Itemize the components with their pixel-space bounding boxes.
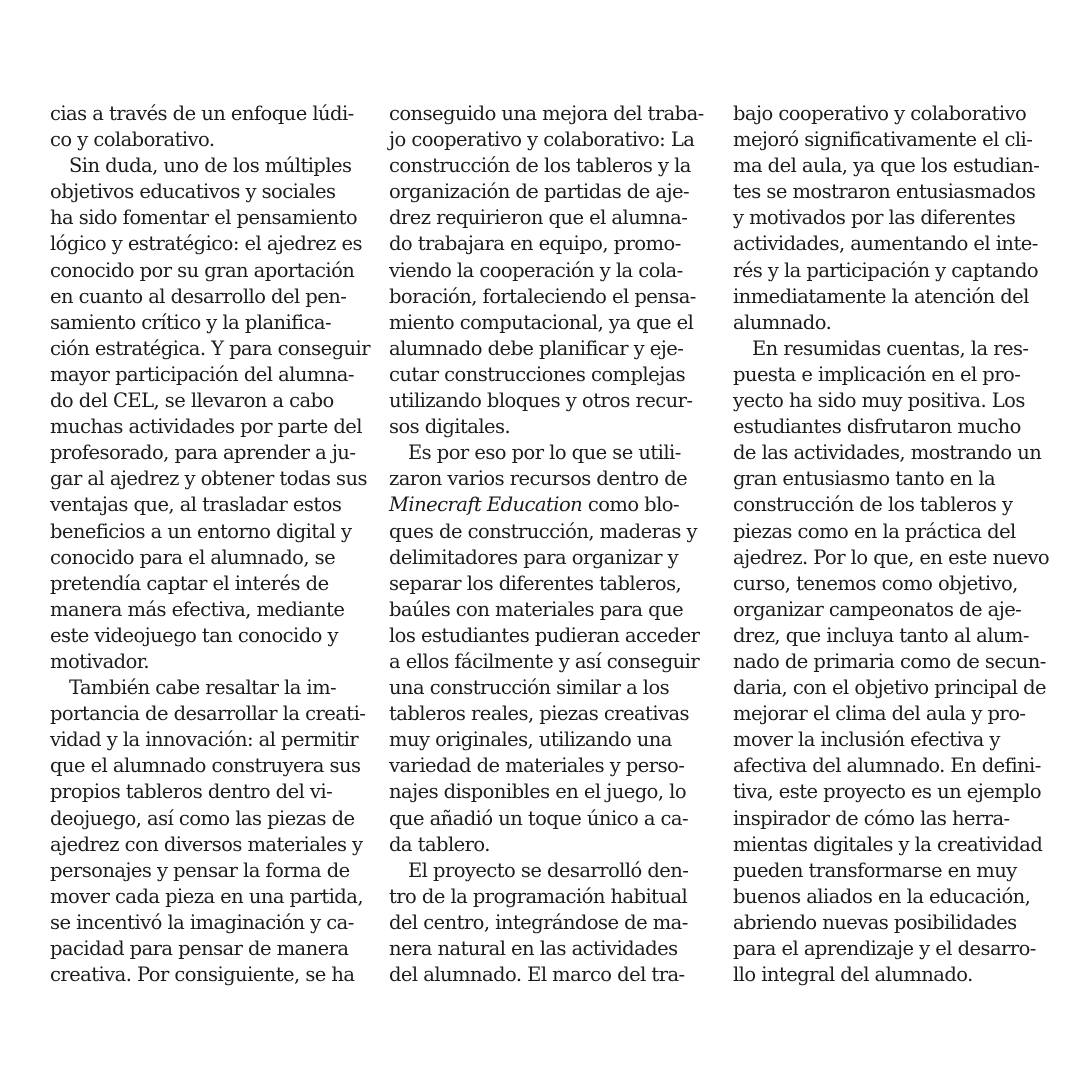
text-line: do trabajara en equipo, promo- (389, 232, 681, 256)
text-line: ma del aula, ya que los estudian- (733, 154, 1040, 178)
text-line: conseguido una mejora del traba- (389, 102, 704, 125)
text-line: mover la inclusión efectiva y (733, 728, 1000, 752)
text-line: variedad de materiales y perso- (389, 754, 685, 778)
text-line: organizar campeonatos de aje- (733, 597, 1022, 621)
text-line: drez requirieron que el alumna- (389, 206, 688, 230)
text-line: jo cooperativo y colaborativo: La (389, 128, 695, 152)
text-line: bajo cooperativo y colaborativo (733, 102, 1027, 125)
text-line: conocido por su gran aportación (50, 258, 355, 282)
text-line: y motivados por las diferentes (733, 206, 1016, 230)
text-line: ción estratégica. Y para conseguir (50, 336, 371, 360)
text-line: boración, fortaleciendo el pensa- (389, 284, 696, 308)
text-line: ajedrez. Por lo que, en este nuevo (733, 545, 1050, 569)
text-line: a ellos fácilmente y así conseguir (389, 649, 700, 673)
text-line: Sin duda, uno de los múltiples (69, 154, 352, 178)
text-line: abriendo nuevas posibilidades (733, 910, 1017, 934)
text-line: de las actividades, mostrando un (733, 441, 1042, 465)
text-line: objetivos educativos y sociales (50, 180, 336, 204)
text-line: beneficios a un entorno digital y (50, 519, 352, 543)
text-run: como blo- (582, 493, 680, 517)
text-line: samiento crítico y la planifica- (50, 310, 332, 334)
text-line: mientas digitales y la creatividad (733, 832, 1043, 856)
text-line: afectiva del alumnado. En defini- (733, 754, 1041, 778)
text-line: alumnado debe planificar y eje- (389, 336, 684, 360)
text-line: pretendía captar el interés de (50, 571, 329, 595)
text-line: portancia de desarrollar la creati- (50, 702, 366, 726)
text-line: gar al ajedrez y obtener todas sus (50, 467, 367, 491)
text-line: tro de la programación habitual (389, 884, 688, 908)
text-line: tableros reales, piezas creativas (389, 702, 690, 726)
text-line: cias a través de un enfoque lúdi- (50, 102, 354, 125)
text-line: delimitadores para organizar y (389, 545, 679, 569)
text-line: mejoró significativamente el cli- (733, 128, 1033, 152)
text-line: construcción de los tableros y (733, 493, 1013, 517)
italic-title: Minecraft Education (389, 493, 583, 517)
text-line: estudiantes disfrutaron mucho (733, 415, 1021, 439)
text-line: cutar construcciones complejas (389, 362, 686, 386)
text-line (389, 492, 704, 518)
text-line: puesta e implicación en el pro- (733, 362, 1021, 386)
text-line: para el aprendizaje y el desarro- (733, 937, 1036, 960)
article-column-1 (50, 101, 370, 988)
text-line: ques de construcción, maderas y (389, 519, 697, 543)
text-line: del alumnado. El marco del tra- (389, 963, 685, 987)
text-line: baúles con materiales para que (389, 597, 684, 621)
text-line: organización de partidas de aje- (389, 180, 689, 204)
text-line: nado de primaria como de secun- (733, 649, 1046, 673)
text-line: los estudiantes pudieran acceder (389, 623, 700, 647)
text-line: Es por eso por lo que se utili- (408, 441, 681, 465)
text-line: alumnado. (733, 310, 832, 334)
text-line: separar los diferentes tableros, (389, 571, 682, 595)
text-line: buenos aliados en la educación, (733, 884, 1031, 908)
text-line: do del CEL, se llevaron a cabo (50, 389, 334, 413)
text-line: se incentivó la imaginación y ca- (50, 910, 354, 934)
text-line: pacidad para pensar de manera (50, 937, 349, 960)
text-line: En resumidas cuentas, la res- (752, 336, 1029, 360)
text-line: motivador. (50, 649, 150, 673)
text-line: muchas actividades por parte del (50, 415, 362, 439)
text-line: da tablero. (389, 832, 490, 856)
text-line: El proyecto se desarrolló den- (408, 858, 689, 882)
text-line: mover cada pieza en una partida, (50, 884, 363, 908)
text-line: inmediatamente la atención del (733, 284, 1029, 308)
text-line: pueden transformarse en muy (733, 858, 1017, 882)
text-line: profesorado, para aprender a ju- (50, 441, 356, 465)
text-line: que añadió un toque único a ca- (389, 806, 689, 830)
text-line: tes se mostraron entusiasmados (733, 180, 1036, 204)
text-line: piezas como en la práctica del (733, 519, 1016, 543)
text-line: mayor participación del alumna- (50, 362, 354, 386)
text-line: najes disponibles en el juego, lo (389, 780, 687, 804)
text-line: muy originales, utilizando una (389, 728, 672, 752)
text-line: propios tableros dentro del vi- (50, 780, 333, 804)
text-line: ha sido fomentar el pensamiento (50, 206, 358, 230)
text-line: manera más efectiva, mediante (50, 597, 345, 621)
text-line: del centro, integrándose de ma- (389, 910, 688, 934)
text-line: co y colaborativo. (50, 128, 215, 152)
article-column-3 (733, 101, 1049, 988)
text-line: rés y la participación y captando (733, 258, 1039, 282)
text-line: personajes y pensar la forma de (50, 858, 350, 882)
text-line: zaron varios recursos dentro de (389, 467, 688, 491)
text-line: nera natural en las actividades (389, 937, 678, 960)
text-line: mejorar el clima del aula y pro- (733, 702, 1026, 726)
text-line: deojuego, así como las piezas de (50, 806, 355, 830)
text-line: gran entusiasmo tanto en la (733, 467, 996, 491)
text-line: este videojuego tan conocido y (50, 623, 338, 647)
text-line: ajedrez con diversos materiales y (50, 832, 363, 856)
text-line: yecto ha sido muy positiva. Los (733, 389, 1025, 413)
text-line: viendo la cooperación y la cola- (389, 258, 683, 282)
text-line: en cuanto al desarrollo del pen- (50, 284, 347, 308)
text-line: ventajas que, al trasladar estos (50, 493, 342, 517)
text-line: tiva, este proyecto es un ejemplo (733, 780, 1042, 804)
text-line: drez, que incluya tanto al alum- (733, 623, 1029, 647)
text-line: conocido para el alumnado, se (50, 545, 336, 569)
text-line: utilizando bloques y otros recur- (389, 389, 693, 413)
text-line: vidad y la innovación: al permitir (50, 728, 359, 752)
text-line: inspirador de cómo las herra- (733, 806, 1010, 830)
text-line: una construcción similar a los (389, 676, 670, 700)
text-line: sos digitales. (389, 415, 511, 439)
text-line: construcción de los tableros y la (389, 154, 691, 178)
article-column-2 (389, 101, 704, 988)
text-line: miento computacional, ya que el (389, 310, 694, 334)
text-line: daria, con el objetivo principal de (733, 676, 1046, 700)
text-line: creativa. Por consiguiente, se ha (50, 963, 355, 987)
text-line: que el alumnado construyera sus (50, 754, 361, 778)
text-line: llo integral del alumnado. (733, 963, 973, 987)
text-line: lógico y estratégico: el ajedrez es (50, 232, 362, 256)
text-line: curso, tenemos como objetivo, (733, 571, 1018, 595)
text-line: actividades, aumentando el inte- (733, 232, 1038, 256)
text-line: También cabe resaltar la im- (69, 676, 337, 700)
